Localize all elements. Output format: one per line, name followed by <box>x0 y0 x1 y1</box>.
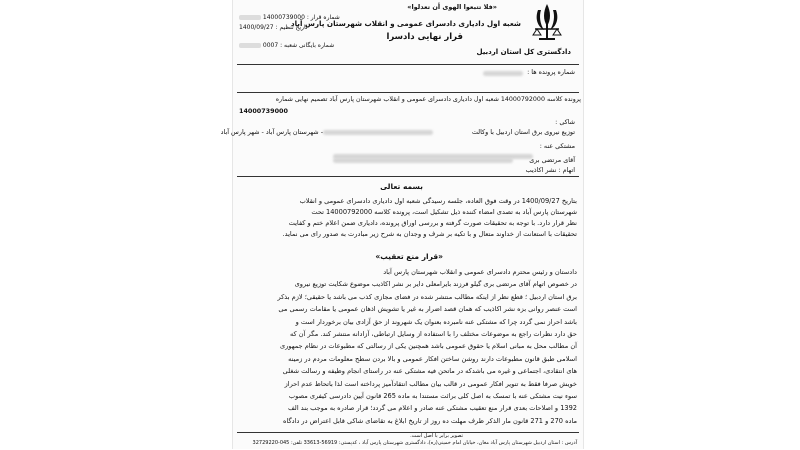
verdict-heading: «قرار منع تعقیب» <box>375 252 443 261</box>
archive-number-label: شماره بایگانی شعبه : <box>280 42 335 49</box>
header-divider <box>237 64 579 65</box>
court-title: شعبه اول دادیاری دادسرای عمومی و انقلاب شهرستان پارس آباد <box>290 19 521 28</box>
complainant-line: توزیع نیروی برق استان اردبیل با وکالت <box>471 128 575 136</box>
department-name: دادگستری کل استان اردبیل <box>476 48 571 56</box>
text-line: بتاریخ 1400/09/27 در وقت فوق العاده، جلسه رسیدگی شعبه اول دادیاری دادسرای عمومی و انقلاب <box>299 197 577 205</box>
decision-number-label: شماره قرار : <box>306 14 340 21</box>
text-line: تحقیقات با استعانت از خداوند متعال و با تکیه بر شرف و وجدان به شرح زیر مبادرت به صدور رای می نماید. <box>282 230 577 238</box>
text-line: اسلامی طبق قانون مطبوعات دارند روشن ساختن افکار عمومی و بالا بردن سطح معلومات مردم در زمینه <box>288 354 577 363</box>
document-page <box>220 0 584 449</box>
redaction-mark <box>239 43 261 48</box>
quran-verse: «فلا تتبعوا الهوی أن تعدلوا» <box>407 3 497 11</box>
text-line: 1392 و اصلاحات بعدی قرار منع تعقیب مشتکی عنه صادر و اعلام می گردد؛ قرار صادره به موجب بند الف <box>287 404 577 413</box>
dossier-line: پرونده کلاسه 14000792000 شعبه اول دادیاری دادسرای عمومی و انقلاب شهرستان پارس آباد تصمیم نهایی شماره <box>275 96 581 103</box>
archive-number <box>239 42 334 49</box>
text-line: برق استان اردبیل ؛ قطع نظر از اینکه مطالب منتشر شده در فضای مجازی کذب می باشد یا حقیقی؛ لازم بذکر <box>277 292 577 301</box>
text-line: حق دارد نظرات راجع به موضوعات مختلف را با استفاده از وسایل ارتباطی، آزادانه منتشر کند. مگر آن که <box>289 330 577 338</box>
redaction-mark <box>333 158 513 163</box>
text-line: سوء نیت مشتکی عنه با تمسک به اصل کلی برائت مستندا به ماده 265 قانون آیین دادرسی کیفری مصوب <box>288 392 577 400</box>
divider <box>237 176 579 177</box>
divider <box>237 92 579 93</box>
text-line: باشد احراز نمی گردد چرا که مشتکی عنه نامبرده بعنوان یک شهروند از حق آزادی بیان برخوردار است و <box>295 317 577 326</box>
accused-label: مشتکی عنه : <box>539 142 575 150</box>
text-line: دادستان و رئیس محترم دادسرای عمومی و انقلاب شهرستان پارس آباد <box>383 268 577 276</box>
decision-date-label: تاریخ تنظیم : <box>275 24 308 31</box>
text-line: نظر قرار دارد. با توجه به تحقیقات صورت گرفته و بررسی اوراق پرونده، دادیاری ضمن اعلام ختم و کفایت <box>288 219 577 227</box>
iran-emblem-icon <box>529 2 565 42</box>
text-line: های انتقادی، اجتماعی و غیره می باشدکه در ماتحن فیه مشتکی عنه در راستای انجام وظیفه و رسالت شغلی <box>282 367 577 376</box>
redaction-mark <box>239 15 261 20</box>
footer-address: آدرس : استان اردبیل شهرستان پارس آباد مغان، خیابان امام خمینی(ره)، دادگستری شهرستان پارس آباد ، کدپستی: 56919-33613 تلفن: 045-32729220 <box>252 440 577 446</box>
archive-number-value: 0007 <box>262 42 279 49</box>
redaction-mark <box>323 130 433 135</box>
text-line: ماده 270 و 271 قانون مار الذکر ظرف مهلت ده روز از تاریخ ابلاغ به تقاضای شاکی قابل اعتراض در دادگاه <box>283 416 577 425</box>
decision-title: قرار نهایی دادسرا <box>386 32 463 42</box>
text-line: خویش صرفا فقط به تنویر افکار عمومی در قالب بیان مطالب انتقادآمیز پرداخته است لذا باتحاظ عدم احراز <box>284 379 577 388</box>
charge-line: اتهام : نشر اکاذیب <box>525 166 575 174</box>
decision-date <box>239 24 308 31</box>
final-decision-number: 14000739000 <box>239 107 288 115</box>
text-line: است عنصر روانی بزه نشر اکاذیب که همان قصد اضرار به غیر یا تشویش اذهان عمومی یا مقامات رسمی می <box>278 305 577 314</box>
decision-number-value: 14000739000 <box>262 14 305 21</box>
text-line: شهرستان پارس آباد به تصدی امضاء کننده ذیل تشکیل است، پرونده کلاسه 14000792000 تحت <box>311 208 577 216</box>
case-numbers-label: شماره پرونده ها : <box>527 68 575 76</box>
accused-name: آقای مرتضی بری <box>529 156 575 164</box>
bismillah-heading: بسمه تعالی <box>380 182 423 191</box>
text-line: آن مطالب محل به مبانی اسلام یا حقوق عمومی باشد همچنین یکی از رسالتی که مطبوعات در نظام جمهوری <box>279 342 577 351</box>
footer-note: تصویر برابر با اصل است. <box>410 433 463 439</box>
decision-date-value: 1400/09/27 <box>239 24 274 31</box>
complainant-address: - شهرستان پارس آباد - شهر پارس آباد <box>220 128 323 136</box>
redaction-mark <box>483 71 523 76</box>
decision-number <box>239 14 340 21</box>
complainant-label: شاکی : <box>555 118 575 126</box>
text-line: در خصوص اتهام آقای مرتضی بری گیلو فرزند بایرامعلی دایر بر نشر اکاذیب موضوع شکایت توزیع نیروی <box>294 280 577 289</box>
